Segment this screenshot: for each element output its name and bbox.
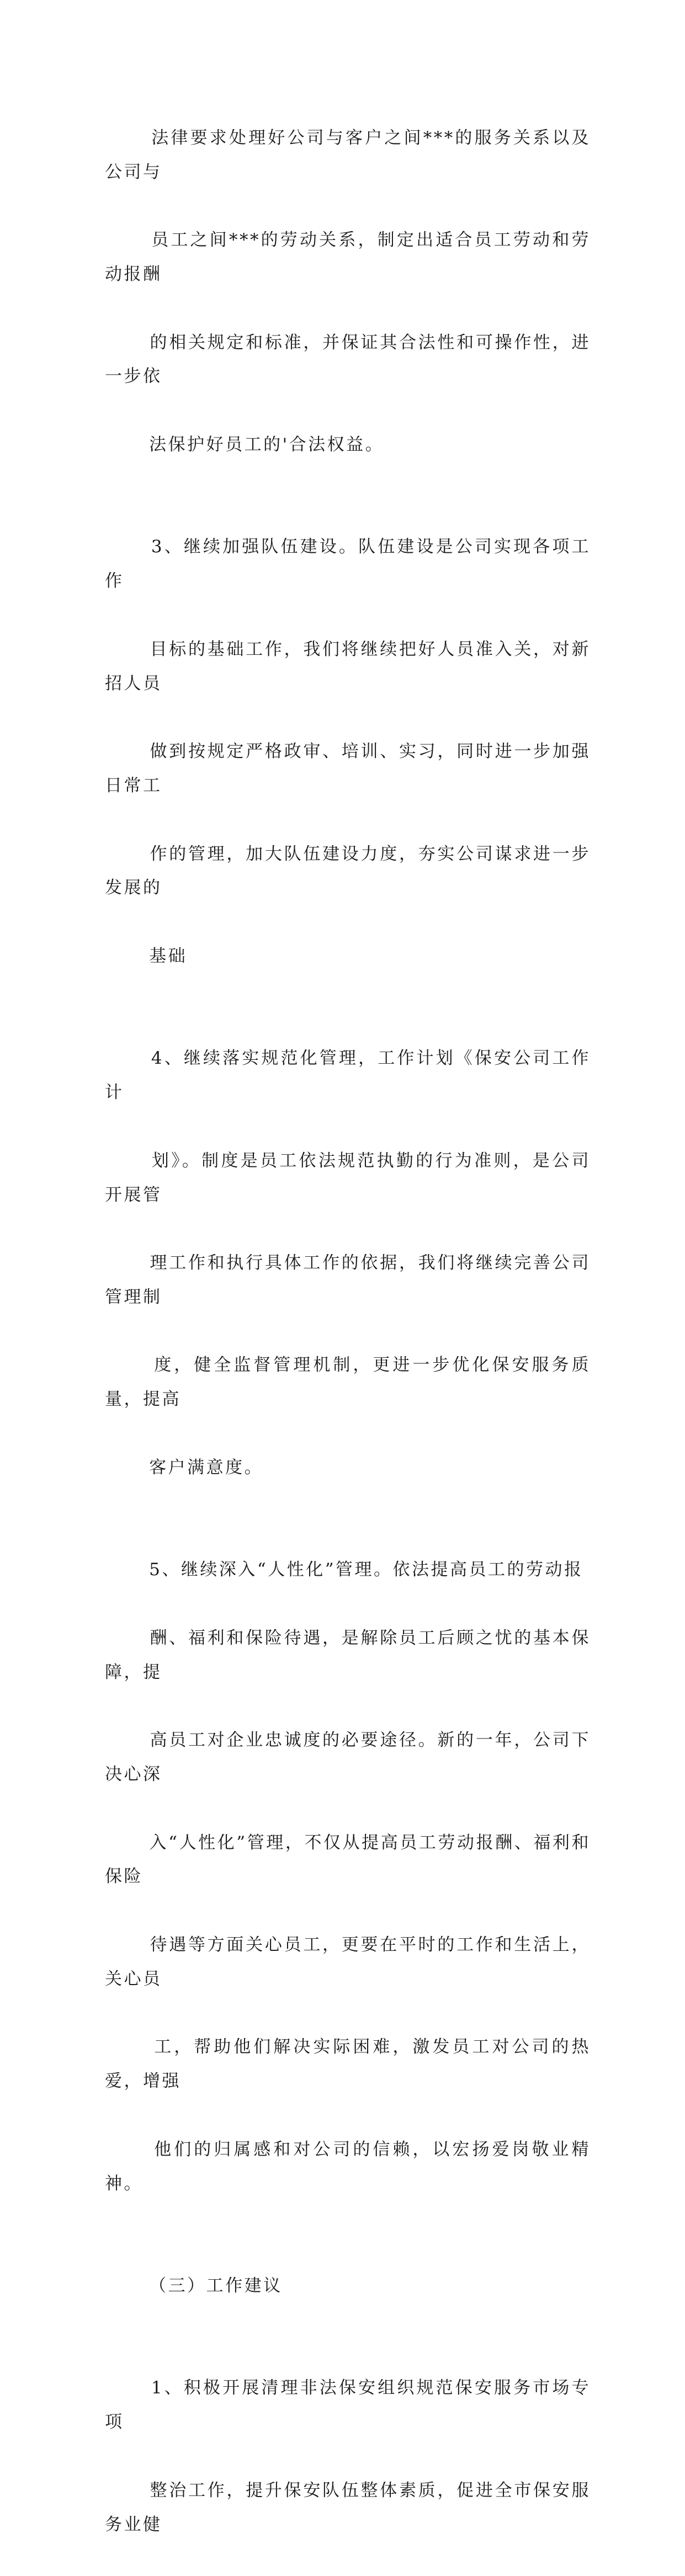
text-line: 的相关规定和标准，并保证其合法性和可操作性，进一步依: [105, 332, 591, 387]
paragraph-item-4: [105, 1008, 591, 1519]
text-line: 员工之间***的劳动关系，制定出适合员工劳动和劳动报酬: [105, 230, 591, 284]
paragraph-item-3: [105, 497, 591, 1008]
text-line: 整治工作，提升保安队伍整体素质，促进全市保安服务业健: [105, 2480, 591, 2535]
section-heading-work-suggestions: [105, 2235, 591, 2337]
paragraph-item-5: [105, 1519, 591, 2235]
text-line: 划》。制度是员工依法规范执勤的行为准则，是公司开展管: [105, 1150, 591, 1205]
text-line: 度，健全监督管理机制，更进一步优化保安服务质量，提高: [105, 1355, 591, 1410]
text-line: 高员工对企业忠诚度的必要途径。新的一年，公司下决心深: [105, 1730, 591, 1785]
text-line: （三）工作建议: [149, 2276, 283, 2296]
document-body: [105, 87, 591, 2576]
text-line: 目标的基础工作，我们将继续把好人员准入关，对新招人员: [105, 639, 591, 694]
text-line: 5、继续深入“人性化”管理。依法提高员工的劳动报: [149, 1560, 583, 1580]
text-line: 作的管理，加大队伍建设力度，夯实公司谋求进一步发展的: [105, 844, 591, 898]
text-line: 待遇等方面关心员工，更要在平时的工作和生活上，关心员: [105, 1935, 591, 1989]
text-line: 法律要求处理好公司与客户之间***的服务关系以及公司与: [105, 127, 591, 182]
text-line: 4、继续落实规范化管理，工作计划《保安公司工作计: [105, 1048, 591, 1103]
text-line: 客户满意度。: [149, 1457, 264, 1478]
text-line: 法保护好员工的'合法权益。: [149, 434, 385, 455]
text-line: 酬、福利和保险待遇，是解除员工后顾之忧的基本保障，提: [105, 1628, 591, 1682]
text-line: 1、积极开展清理非法保安组织规范保安服务市场专项: [105, 2378, 591, 2433]
text-line: 入“人性化”管理，不仅从提高员工劳动报酬、福利和保险: [105, 1832, 591, 1887]
paragraph-suggestion-1: [105, 2338, 591, 2576]
text-line: 基础: [149, 946, 188, 966]
paragraph-1-continuation: [105, 87, 591, 497]
text-line: 3、继续加强队伍建设。队伍建设是公司实现各项工作: [105, 537, 591, 591]
text-line: 做到按规定严格政审、培训、实习，同时进一步加强日常工: [105, 742, 591, 796]
text-line: 工，帮助他们解决实际困难，激发员工对公司的热爱，增强: [105, 2037, 591, 2092]
text-line: 他们的归属感和对公司的信赖，以宏扬爱岗敬业精神。: [105, 2139, 591, 2194]
text-line: 理工作和执行具体工作的依据，我们将继续完善公司管理制: [105, 1253, 591, 1307]
